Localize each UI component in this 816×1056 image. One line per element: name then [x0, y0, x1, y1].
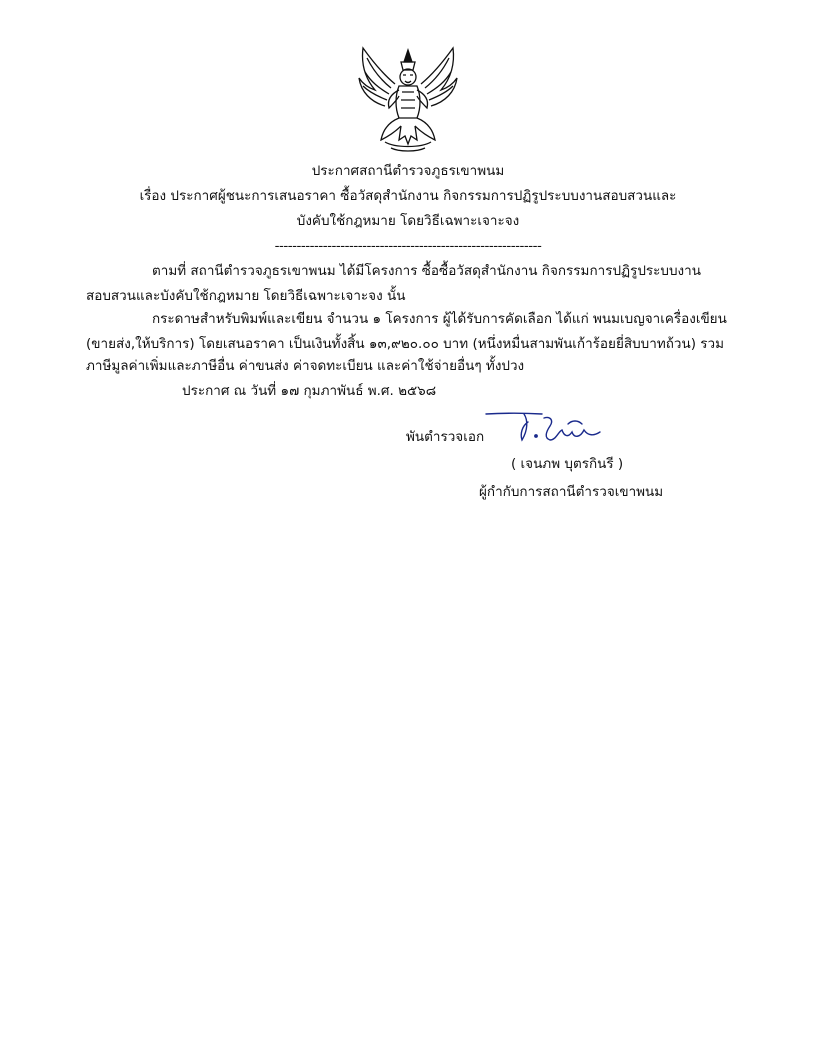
paragraph-2-line-3: ภาษีมูลค่าเพิ่มและภาษีอื่น ค่าขนส่ง ค่าจดทะเบียน และค่าใช้จ่ายอื่นๆ ทั้งปวง — [86, 358, 525, 374]
paragraph-2-line-2: (ขายส่ง,ให้บริการ) โดยเสนอราคา เป็นเงินทั้งสิ้น ๑๓,๙๒๐.๐๐ บาท (หนึ่งหมื่นสามพันเก้าร้อยยี่สิบบาทถ้วน) รวม — [86, 336, 724, 352]
garuda-emblem-icon — [355, 44, 461, 156]
announcement-title: ประกาศสถานีตำรวจภูธรเขาพนม — [311, 163, 505, 179]
paragraph-2-line-1: กระดาษสำหรับพิมพ์และเขียน จำนวน ๑ โครงการ ผู้ได้รับการคัดเลือก ได้แก่ พนมเบญจาเครื่องเขียน — [152, 311, 727, 327]
signatory-name: ( เจนภพ บุตรกินรี ) — [511, 456, 624, 472]
paragraph-1-line-1: ตามที่ สถานีตำรวจภูธรเขาพนม ได้มีโครงการ ซื้อซื้อวัสดุสำนักงาน กิจกรรมการปฏิรูประบบงาน — [152, 263, 701, 279]
subject-line-2: บังคับใช้กฎหมาย โดยวิธีเฉพาะเจาะจง — [296, 213, 520, 229]
separator-line: ------------------------------------------------------------- — [274, 238, 542, 254]
signatory-position: ผู้กำกับการสถานีตำรวจเขาพนม — [479, 484, 664, 500]
signatory-rank: พันตำรวจเอก — [406, 429, 485, 445]
paragraph-1-line-2: สอบสวนและบังคับใช้กฎหมาย โดยวิธีเฉพาะเจาะจง นั้น — [86, 288, 406, 304]
handwritten-signature — [484, 410, 606, 446]
subject-line-1: เรื่อง ประกาศผู้ชนะการเสนอราคา ซื้อวัสดุสำนักงาน กิจกรรมการปฏิรูประบบงานสอบสวนและ — [139, 188, 677, 204]
announcement-date: ประกาศ ณ วันที่ ๑๗ กุมภาพันธ์ พ.ศ. ๒๕๖๘ — [182, 383, 437, 399]
